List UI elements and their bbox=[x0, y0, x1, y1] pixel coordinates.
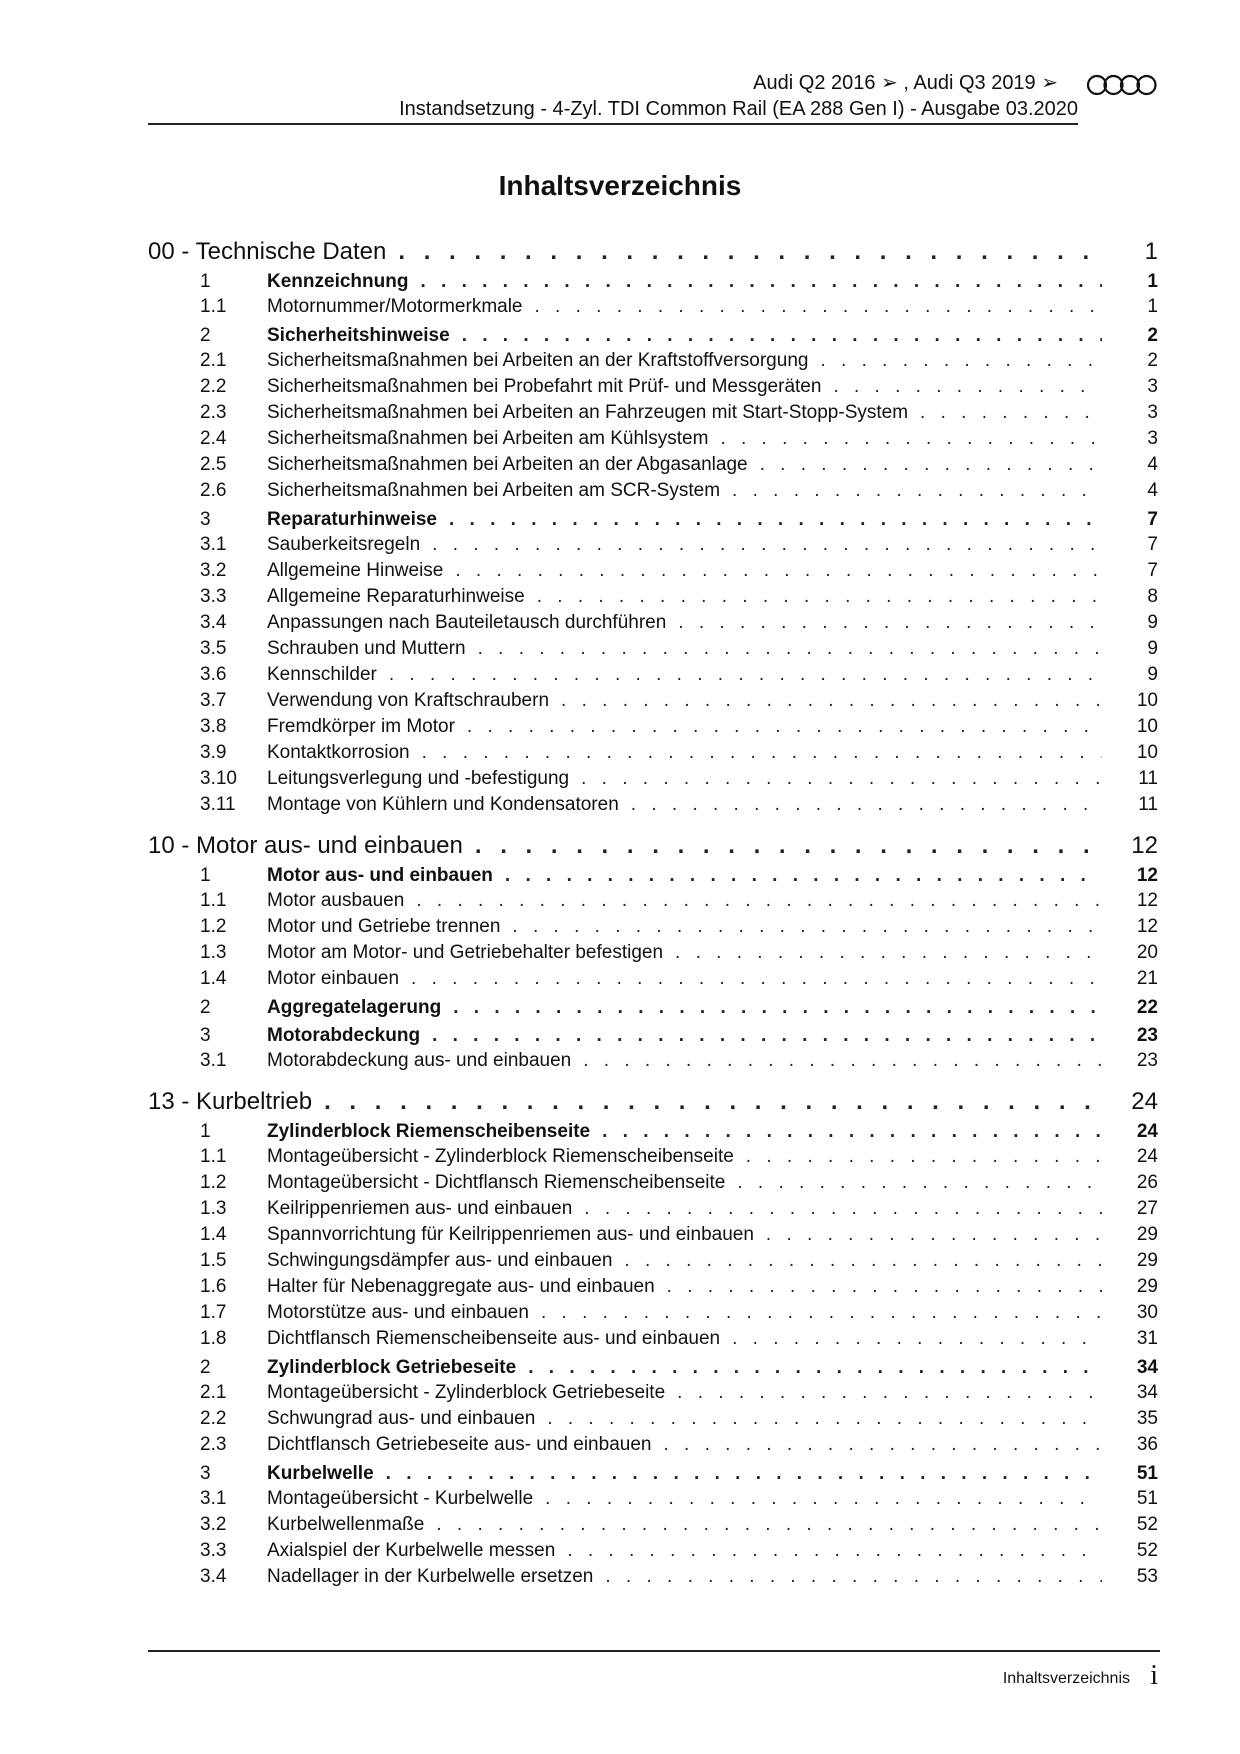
toc-entry-label: Anpassungen nach Bauteiletausch durchführen bbox=[267, 612, 667, 633]
toc-entry-page: 11 bbox=[1138, 794, 1158, 815]
toc-sub-entry[interactable] bbox=[148, 428, 1158, 454]
toc-sub-entry[interactable] bbox=[148, 664, 1158, 690]
toc-entry-number: 3.1 bbox=[200, 1488, 227, 1509]
dot-leader bbox=[833, 376, 1102, 398]
toc-entry-page: 9 bbox=[1147, 664, 1158, 685]
dot-leader bbox=[478, 638, 1102, 660]
toc-entry-number: 3.8 bbox=[200, 716, 227, 737]
toc-entry-label: Montageübersicht - Zylinderblock Getriebeseite bbox=[267, 1382, 666, 1403]
toc-entry-number: 1.1 bbox=[200, 1146, 227, 1167]
toc-entry-number: 3.9 bbox=[200, 742, 227, 763]
dot-leader bbox=[631, 794, 1102, 816]
toc-entry-number: 1 bbox=[200, 271, 211, 292]
toc-entry-label: Montageübersicht - Dichtflansch Riemenscheibenseite bbox=[267, 1172, 726, 1193]
toc-sub-entry[interactable] bbox=[148, 350, 1158, 376]
dot-leader bbox=[605, 1566, 1102, 1588]
toc-entry-page: 3 bbox=[1147, 402, 1158, 423]
header-subtitle: Instandsetzung - 4-Zyl. TDI Common Rail (EA 288 Gen I) - Ausgabe 03.2020 bbox=[399, 98, 1078, 120]
toc-entry-number: 3.1 bbox=[200, 534, 227, 555]
toc-entry-label: Sicherheitsmaßnahmen bei Arbeiten am Kühlsystem bbox=[267, 428, 709, 449]
dot-leader bbox=[581, 768, 1102, 790]
dot-leader bbox=[389, 664, 1102, 686]
toc-entry-label: Dichtflansch Getriebeseite aus- und einbauen bbox=[267, 1434, 652, 1455]
toc-section-entry[interactable] bbox=[148, 271, 1158, 296]
toc-entry-number: 1.3 bbox=[200, 1198, 227, 1219]
dot-leader bbox=[453, 997, 1102, 1019]
toc-sub-entry[interactable] bbox=[148, 296, 1158, 322]
toc-sub-entry[interactable] bbox=[148, 560, 1158, 586]
toc-sub-entry[interactable] bbox=[148, 1566, 1158, 1592]
toc-entry-number: 3.10 bbox=[200, 768, 237, 789]
toc-entry-page: 20 bbox=[1136, 942, 1158, 963]
toc-entry-page: 3 bbox=[1147, 376, 1158, 397]
toc-entry-label: Motorabdeckung bbox=[267, 1025, 421, 1046]
toc-entry-number: 2.4 bbox=[200, 428, 227, 449]
toc-section-entry[interactable] bbox=[148, 1121, 1158, 1146]
toc-entry-number: 3.2 bbox=[200, 1514, 227, 1535]
toc-entry-page: 35 bbox=[1136, 1408, 1158, 1429]
toc-entry-number: 3.2 bbox=[200, 560, 227, 581]
toc-entry-label: Schwungrad aus- und einbauen bbox=[267, 1408, 536, 1429]
dot-leader bbox=[567, 1540, 1102, 1562]
toc-entry-label: Montageübersicht - Kurbelwelle bbox=[267, 1488, 534, 1509]
toc-sub-entry[interactable] bbox=[148, 768, 1158, 794]
toc-entry-page: 52 bbox=[1136, 1540, 1158, 1561]
toc-entry-page: 24 bbox=[1136, 1146, 1158, 1167]
toc-entry-label: Spannvorrichtung für Keilrippenriemen aus- und einbauen bbox=[267, 1224, 754, 1245]
dot-leader bbox=[746, 1146, 1102, 1168]
dot-leader bbox=[766, 1224, 1102, 1246]
page-header bbox=[148, 70, 1158, 122]
toc-entry-label: Schrauben und Muttern bbox=[267, 638, 466, 659]
toc-sub-entry[interactable] bbox=[148, 1382, 1158, 1408]
audi-rings-icon bbox=[1086, 74, 1158, 96]
toc-entry-number: 1.5 bbox=[200, 1250, 227, 1271]
toc-entry-label: Fremdkörper im Motor bbox=[267, 716, 455, 737]
toc-entry-label: Aggregatelagerung bbox=[267, 997, 442, 1018]
dot-leader bbox=[820, 350, 1102, 372]
toc-entry-number: 2.1 bbox=[200, 350, 227, 371]
toc-entry-number: 3.3 bbox=[200, 1540, 227, 1561]
dot-leader bbox=[920, 402, 1102, 424]
toc-entry-label: Motornummer/Motormerkmale bbox=[267, 296, 523, 317]
dot-leader bbox=[720, 428, 1102, 450]
dot-leader bbox=[416, 890, 1102, 912]
toc-sub-entry[interactable] bbox=[148, 742, 1158, 768]
toc-entry-page: 12 bbox=[1131, 832, 1158, 859]
dot-leader bbox=[624, 1250, 1102, 1272]
dot-leader bbox=[667, 1276, 1102, 1298]
toc-sub-entry[interactable] bbox=[148, 968, 1158, 994]
toc-sub-entry[interactable] bbox=[148, 454, 1158, 480]
toc-entry-label: Allgemeine Reparaturhinweise bbox=[267, 586, 525, 607]
toc-entry-page: 24 bbox=[1131, 1088, 1158, 1115]
toc-sub-entry[interactable] bbox=[148, 586, 1158, 612]
toc-sub-entry[interactable] bbox=[148, 402, 1158, 428]
page-title: Inhaltsverzeichnis bbox=[498, 170, 742, 201]
toc-entry-number: 2.3 bbox=[200, 402, 227, 423]
toc-sub-entry[interactable] bbox=[148, 1408, 1158, 1434]
toc-entry-label: Kennzeichnung bbox=[267, 271, 409, 292]
toc-entry-label: Sicherheitsmaßnahmen bei Arbeiten am SCR-System bbox=[267, 480, 721, 501]
table-of-contents bbox=[148, 238, 1158, 1592]
toc-sub-entry[interactable] bbox=[148, 638, 1158, 664]
toc-entry-number: 3.7 bbox=[200, 690, 227, 711]
toc-sub-entry[interactable] bbox=[148, 612, 1158, 638]
dot-leader bbox=[432, 1025, 1102, 1047]
toc-entry-page: 1 bbox=[1147, 296, 1158, 317]
toc-chapter-entry[interactable] bbox=[148, 238, 1158, 268]
footer-label: Inhaltsverzeichnis bbox=[1002, 1670, 1130, 1687]
toc-entry-page: 51 bbox=[1136, 1488, 1158, 1509]
toc-sub-entry[interactable] bbox=[148, 916, 1158, 942]
dot-leader bbox=[467, 716, 1102, 738]
toc-section-entry[interactable] bbox=[148, 1025, 1158, 1050]
toc-entry-label: Montageübersicht - Zylinderblock Riemenscheibenseite bbox=[267, 1146, 734, 1167]
toc-entry-number: 3 bbox=[200, 509, 211, 530]
toc-entry-number: 3.4 bbox=[200, 1566, 227, 1587]
footer-page-number: i bbox=[1150, 1660, 1158, 1691]
toc-entry-label: Allgemeine Hinweise bbox=[267, 560, 444, 581]
toc-entry-label: Motor aus- und einbauen bbox=[267, 865, 493, 886]
toc-entry-page: 11 bbox=[1138, 768, 1158, 789]
toc-section-entry[interactable] bbox=[148, 865, 1158, 890]
toc-entry-label: Sicherheitsmaßnahmen bei Arbeiten an der Kraftstoffversorgung bbox=[267, 350, 809, 371]
toc-entry-label: Sicherheitsmaßnahmen bei Probefahrt mit Prüf- und Messgeräten bbox=[267, 376, 822, 397]
toc-entry-page: 29 bbox=[1136, 1250, 1158, 1271]
toc-entry-label: Motor einbauen bbox=[267, 968, 400, 989]
toc-sub-entry[interactable] bbox=[148, 1488, 1158, 1514]
dot-leader bbox=[422, 742, 1102, 764]
toc-entry-number: 1.2 bbox=[200, 916, 227, 937]
toc-entry-page: 9 bbox=[1147, 612, 1158, 633]
toc-entry-number: 3 bbox=[200, 1025, 211, 1046]
toc-section-entry[interactable] bbox=[148, 1357, 1158, 1382]
dot-leader bbox=[663, 1434, 1102, 1456]
toc-entry-page: 23 bbox=[1136, 1025, 1158, 1046]
toc-entry-label: Nadellager in der Kurbelwelle ersetzen bbox=[267, 1566, 594, 1587]
toc-sub-entry[interactable] bbox=[148, 890, 1158, 916]
dot-leader bbox=[436, 1514, 1102, 1536]
toc-entry-label: Motor am Motor- und Getriebehalter befestigen bbox=[267, 942, 664, 963]
toc-entry-page: 29 bbox=[1136, 1224, 1158, 1245]
toc-entry-label: Sicherheitsmaßnahmen bei Arbeiten an Fahrzeugen mit Start-Stopp-System bbox=[267, 402, 909, 423]
dot-leader bbox=[537, 586, 1102, 608]
toc-entry-page: 4 bbox=[1147, 454, 1158, 475]
toc-entry-label: Dichtflansch Riemenscheibenseite aus- und einbauen bbox=[267, 1328, 721, 1349]
toc-entry-number: 2.2 bbox=[200, 376, 227, 397]
toc-entry-page: 51 bbox=[1136, 1463, 1158, 1484]
toc-entry-page: 52 bbox=[1136, 1514, 1158, 1535]
toc-section-entry[interactable] bbox=[148, 997, 1158, 1022]
dot-leader bbox=[675, 942, 1102, 964]
toc-entry-label: Motor und Getriebe trennen bbox=[267, 916, 501, 937]
toc-sub-entry[interactable] bbox=[148, 1328, 1158, 1354]
toc-entry-page: 21 bbox=[1136, 968, 1158, 989]
toc-entry-label: 00 - Technische Daten bbox=[148, 238, 387, 265]
dot-leader bbox=[449, 509, 1102, 531]
toc-entry-page: 12 bbox=[1136, 916, 1158, 937]
toc-entry-page: 23 bbox=[1136, 1050, 1158, 1071]
dot-leader bbox=[732, 1328, 1102, 1350]
toc-entry-number: 1.8 bbox=[200, 1328, 227, 1349]
toc-entry-label: Kurbelwellenmaße bbox=[267, 1514, 425, 1535]
dot-leader bbox=[678, 612, 1102, 634]
toc-entry-page: 8 bbox=[1147, 586, 1158, 607]
toc-entry-page: 29 bbox=[1136, 1276, 1158, 1297]
toc-entry-page: 9 bbox=[1147, 638, 1158, 659]
dot-leader bbox=[760, 454, 1102, 476]
dot-leader bbox=[528, 1357, 1102, 1379]
toc-sub-entry[interactable] bbox=[148, 1434, 1158, 1460]
toc-entry-number: 1.7 bbox=[200, 1302, 227, 1323]
toc-sub-entry[interactable] bbox=[148, 716, 1158, 742]
toc-entry-label: Keilrippenriemen aus- und einbauen bbox=[267, 1198, 573, 1219]
toc-entry-number: 1.4 bbox=[200, 968, 227, 989]
toc-entry-number: 3.3 bbox=[200, 586, 227, 607]
dot-leader bbox=[561, 690, 1102, 712]
toc-entry-page: 24 bbox=[1136, 1121, 1158, 1142]
toc-entry-label: Sicherheitsmaßnahmen bei Arbeiten an der Abgasanlage bbox=[267, 454, 748, 475]
toc-entry-page: 36 bbox=[1136, 1434, 1158, 1455]
toc-entry-label: Sicherheitshinweise bbox=[267, 325, 450, 346]
toc-entry-label: Reparaturhinweise bbox=[267, 509, 437, 530]
toc-entry-page: 10 bbox=[1136, 742, 1158, 763]
toc-entry-label: Axialspiel der Kurbelwelle messen bbox=[267, 1540, 556, 1561]
toc-section-entry[interactable] bbox=[148, 1463, 1158, 1488]
toc-entry-number: 3 bbox=[200, 1463, 211, 1484]
dot-leader bbox=[324, 1088, 1102, 1116]
toc-entry-page: 7 bbox=[1147, 534, 1158, 555]
dot-leader bbox=[512, 916, 1102, 938]
toc-entry-number: 2 bbox=[200, 997, 211, 1018]
toc-entry-label: Schwingungsdämpfer aus- und einbauen bbox=[267, 1250, 613, 1271]
dot-leader bbox=[432, 534, 1102, 556]
toc-entry-label: Kennschilder bbox=[267, 664, 377, 685]
toc-entry-label: Motorabdeckung aus- und einbauen bbox=[267, 1050, 572, 1071]
dot-leader bbox=[411, 968, 1102, 990]
toc-entry-number: 3.6 bbox=[200, 664, 227, 685]
toc-entry-label: Sauberkeitsregeln bbox=[267, 534, 421, 555]
dot-leader bbox=[677, 1382, 1102, 1404]
toc-entry-number: 3.11 bbox=[200, 794, 236, 815]
toc-entry-page: 53 bbox=[1136, 1566, 1158, 1587]
toc-entry-page: 2 bbox=[1147, 350, 1158, 371]
dot-leader bbox=[505, 865, 1102, 887]
dot-leader bbox=[583, 1050, 1102, 1072]
toc-entry-label: Motor ausbauen bbox=[267, 890, 405, 911]
toc-entry-label: Halter für Nebenaggregate aus- und einbauen bbox=[267, 1276, 655, 1297]
toc-entry-number: 1.2 bbox=[200, 1172, 227, 1193]
toc-entry-label: Motorstütze aus- und einbauen bbox=[267, 1302, 529, 1323]
toc-sub-entry[interactable] bbox=[148, 794, 1158, 820]
toc-entry-page: 34 bbox=[1136, 1357, 1158, 1378]
toc-entry-number: 2.5 bbox=[200, 454, 227, 475]
toc-entry-label: Zylinderblock Getriebeseite bbox=[267, 1357, 517, 1378]
toc-entry-label: Kurbelwelle bbox=[267, 1463, 374, 1484]
toc-entry-page: 7 bbox=[1147, 560, 1158, 581]
dot-leader bbox=[602, 1121, 1102, 1143]
toc-sub-entry[interactable] bbox=[148, 376, 1158, 402]
toc-entry-page: 22 bbox=[1136, 997, 1158, 1018]
toc-sub-entry[interactable] bbox=[148, 1172, 1158, 1198]
toc-sub-entry[interactable] bbox=[148, 1302, 1158, 1328]
toc-entry-number: 1.6 bbox=[200, 1276, 227, 1297]
toc-sub-entry[interactable] bbox=[148, 1250, 1158, 1276]
dot-leader bbox=[732, 480, 1102, 502]
toc-sub-entry[interactable] bbox=[148, 1050, 1158, 1076]
toc-entry-label: Verwendung von Kraftschraubern bbox=[267, 690, 550, 711]
toc-entry-number: 3.4 bbox=[200, 612, 227, 633]
dot-leader bbox=[547, 1408, 1102, 1430]
dot-leader bbox=[535, 296, 1103, 318]
toc-entry-number: 2.3 bbox=[200, 1434, 227, 1455]
toc-sub-entry[interactable] bbox=[148, 1514, 1158, 1540]
toc-entry-page: 3 bbox=[1147, 428, 1158, 449]
toc-entry-number: 1.4 bbox=[200, 1224, 227, 1245]
toc-entry-page: 30 bbox=[1136, 1302, 1158, 1323]
toc-entry-label: 10 - Motor aus- und einbauen bbox=[148, 832, 463, 859]
header-vehicles: Audi Q2 2016 ➢ , Audi Q3 2019 ➢ bbox=[753, 72, 1058, 94]
toc-entry-label: Kontaktkorrosion bbox=[267, 742, 410, 763]
toc-entry-page: 12 bbox=[1136, 865, 1158, 886]
toc-entry-page: 10 bbox=[1136, 716, 1158, 737]
toc-sub-entry[interactable] bbox=[148, 1224, 1158, 1250]
toc-entry-page: 2 bbox=[1147, 325, 1158, 346]
toc-entry-number: 3.1 bbox=[200, 1050, 227, 1071]
dot-leader bbox=[398, 238, 1102, 266]
toc-entry-number: 3.5 bbox=[200, 638, 227, 659]
toc-entry-page: 1 bbox=[1147, 271, 1158, 292]
toc-entry-label: Montage von Kühlern und Kondensatoren bbox=[267, 794, 619, 815]
toc-entry-number: 1.1 bbox=[200, 296, 227, 317]
toc-entry-page: 1 bbox=[1144, 238, 1158, 265]
toc-chapter-entry[interactable] bbox=[148, 1088, 1158, 1118]
toc-entry-page: 12 bbox=[1136, 890, 1158, 911]
toc-entry-number: 2.6 bbox=[200, 480, 227, 501]
toc-entry-page: 4 bbox=[1147, 480, 1158, 501]
toc-entry-number: 2 bbox=[200, 325, 211, 346]
dot-leader bbox=[475, 832, 1102, 860]
toc-entry-number: 1 bbox=[200, 1121, 211, 1142]
toc-entry-page: 34 bbox=[1136, 1382, 1158, 1403]
toc-sub-entry[interactable] bbox=[148, 1276, 1158, 1302]
toc-section-entry[interactable] bbox=[148, 509, 1158, 534]
toc-entry-number: 2.2 bbox=[200, 1408, 227, 1429]
toc-entry-page: 10 bbox=[1136, 690, 1158, 711]
dot-leader bbox=[386, 1463, 1102, 1485]
footer-divider bbox=[148, 1650, 1160, 1652]
toc-entry-page: 26 bbox=[1136, 1172, 1158, 1193]
dot-leader bbox=[737, 1172, 1102, 1194]
toc-entry-number: 2 bbox=[200, 1357, 211, 1378]
toc-sub-entry[interactable] bbox=[148, 1540, 1158, 1566]
toc-sub-entry[interactable] bbox=[148, 690, 1158, 716]
toc-entry-label: 13 - Kurbeltrieb bbox=[148, 1088, 313, 1115]
toc-sub-entry[interactable] bbox=[148, 1198, 1158, 1224]
toc-entry-label: Zylinderblock Riemenscheibenseite bbox=[267, 1121, 591, 1142]
toc-sub-entry[interactable] bbox=[148, 480, 1158, 506]
toc-entry-page: 27 bbox=[1136, 1198, 1158, 1219]
toc-entry-number: 2.1 bbox=[200, 1382, 227, 1403]
dot-leader bbox=[420, 271, 1102, 293]
dot-leader bbox=[455, 560, 1102, 582]
toc-entry-page: 31 bbox=[1136, 1328, 1158, 1349]
toc-entry-page: 7 bbox=[1147, 509, 1158, 530]
toc-entry-number: 1.3 bbox=[200, 942, 227, 963]
dot-leader bbox=[545, 1488, 1102, 1510]
dot-leader bbox=[584, 1198, 1102, 1220]
dot-leader bbox=[462, 325, 1102, 347]
toc-entry-label: Leitungsverlegung und -befestigung bbox=[267, 768, 570, 789]
toc-section-entry[interactable] bbox=[148, 325, 1158, 350]
toc-sub-entry[interactable] bbox=[148, 1146, 1158, 1172]
header-divider bbox=[148, 123, 1078, 125]
toc-sub-entry[interactable] bbox=[148, 534, 1158, 560]
toc-chapter-entry[interactable] bbox=[148, 832, 1158, 862]
toc-sub-entry[interactable] bbox=[148, 942, 1158, 968]
dot-leader bbox=[541, 1302, 1102, 1324]
toc-entry-number: 1.1 bbox=[200, 890, 227, 911]
toc-entry-number: 1 bbox=[200, 865, 211, 886]
